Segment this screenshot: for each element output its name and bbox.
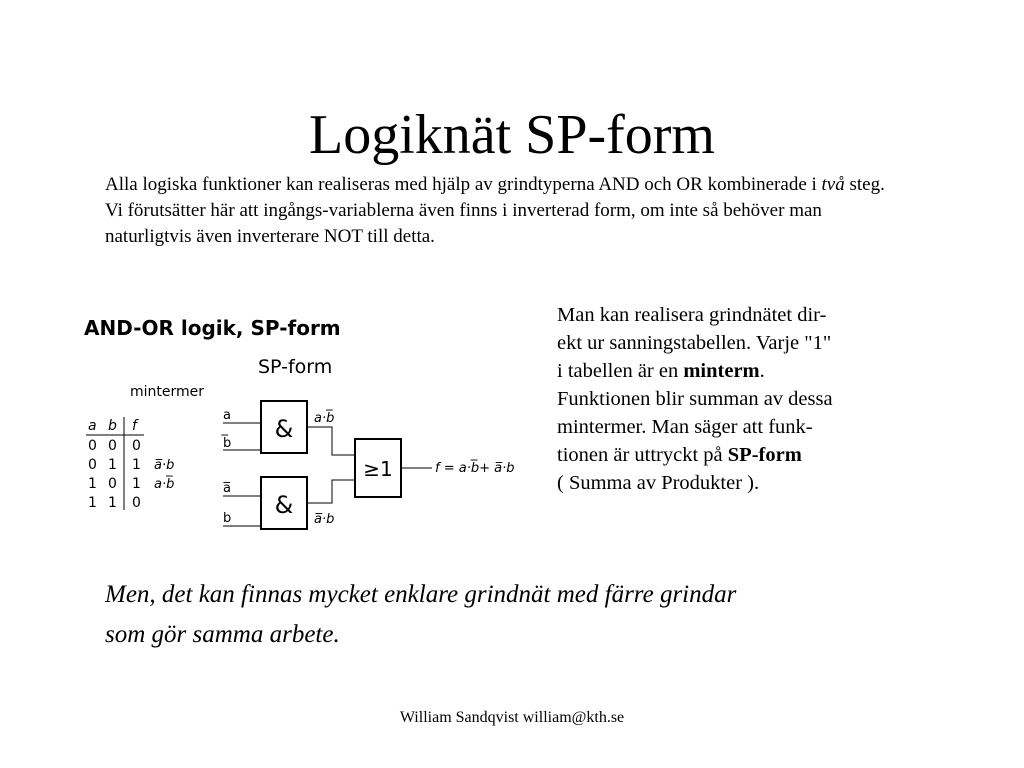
explanation-line-6: [557, 441, 977, 469]
explanation-line-7: ( Summa av Produkter ).: [557, 472, 760, 494]
diagram-heading: AND-OR logik, SP-form: [84, 316, 341, 340]
truth-table-header-a: a: [88, 418, 97, 434]
tt-r2-b: 0: [108, 476, 117, 492]
tt-r1-b: 1: [108, 457, 117, 473]
tt-r0-a: 0: [88, 438, 97, 454]
slide-title: Logiknät SP-form: [309, 104, 715, 166]
and-gate-2-input-a: a̅: [223, 481, 231, 496]
footer-author: William Sandqvist william@kth.se: [399, 709, 625, 726]
truth-table-header-f: f: [132, 418, 137, 434]
explanation-line-5: mintermer. Man säger att funk-: [557, 416, 813, 438]
spform-label: SP-form: [258, 356, 333, 378]
conclusion-text: [105, 575, 1005, 655]
and-gate-1-input-a: a: [223, 408, 231, 423]
explanation-line-3: [557, 357, 977, 385]
truth-table: [86, 417, 174, 511]
tt-r1-f: 1: [132, 457, 141, 473]
tt-r3-b: 1: [108, 495, 117, 511]
function-output-label: f = a·b̅+ a̅·b: [435, 461, 515, 476]
sp-form-explanation: [557, 301, 977, 497]
and-gate-2-output-label: a̅·b: [314, 512, 335, 527]
tt-r2-minterm: a·b̅: [154, 477, 175, 492]
intro-emphasis: två: [821, 174, 845, 195]
explanation-line-3-text: i tabellen är en: [557, 360, 684, 382]
tt-r1-a: 0: [88, 457, 97, 473]
intro-text-1: Alla logiska funktioner kan realiseras med hjälp av grindtyperna AND och OR kombinerade i: [105, 174, 822, 195]
intro-paragraph: [105, 172, 905, 250]
truth-table-header-b: b: [108, 418, 117, 434]
mintermer-label: mintermer: [130, 384, 205, 400]
conclusion-line-1: Men, det kan finnas mycket enklare grindnät med färre grindar: [105, 581, 737, 608]
tt-r2-f: 1: [132, 476, 141, 492]
explanation-line-3-end: .: [759, 360, 765, 382]
explanation-line-2: ekt ur sanningstabellen. Varje "1": [557, 332, 832, 354]
tt-r3-a: 1: [88, 495, 97, 511]
and-gate-1-output-label: a·b̅: [314, 411, 335, 426]
and-or-logic-diagram: [80, 305, 540, 545]
tt-r0-b: 0: [108, 438, 117, 454]
and-gate-2-input-b: b: [223, 511, 232, 526]
and-gate-2-symbol: &: [274, 491, 294, 519]
conclusion-line-2: som gör samma arbete.: [105, 621, 340, 648]
and-gate-1-input-b: b̅: [223, 436, 232, 451]
sp-form-term: SP-form: [727, 444, 802, 466]
or-gate-symbol: ≥1: [363, 457, 393, 481]
and-gate-1-symbol: &: [274, 415, 294, 443]
tt-r3-f: 0: [132, 495, 141, 511]
intro-text-2: steg. Vi förutsätter här att ingångs-variablerna även finns i inverterad form, om inte så behöver man naturligtvis även inverterare NOT till detta.: [105, 174, 885, 247]
or-gate: [355, 439, 514, 497]
explanation-line-4: Funktionen blir summan av dessa: [557, 388, 833, 410]
tt-r0-f: 0: [132, 438, 141, 454]
tt-r1-minterm: a̅·b: [154, 458, 175, 473]
tt-r2-a: 1: [88, 476, 97, 492]
explanation-line-1: Man kan realisera grindnätet dir-: [557, 304, 827, 326]
minterm-term: minterm: [683, 360, 760, 382]
explanation-line-6-text: tionen är uttryckt på: [557, 444, 728, 466]
